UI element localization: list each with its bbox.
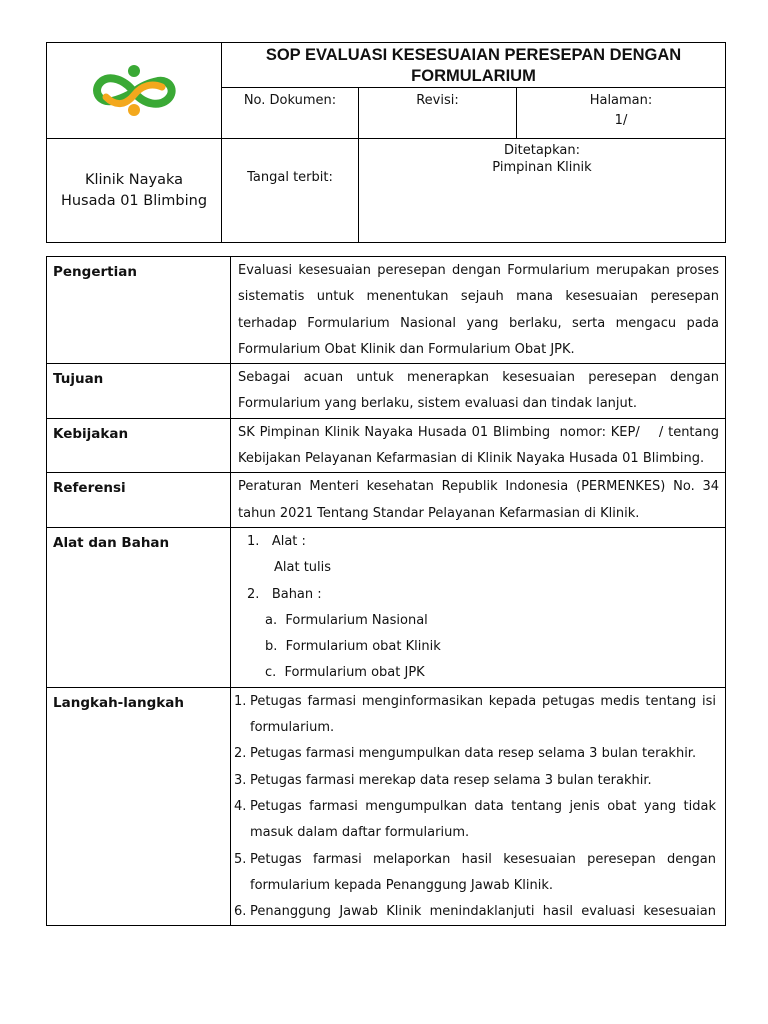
sub-list-letter: c.	[265, 665, 277, 681]
list-number: 1.	[247, 533, 260, 549]
pengertian-label: Pengertian	[47, 257, 231, 364]
sub-list-text: Formularium obat Klinik	[285, 639, 441, 655]
pengertian-text: Evaluasi kesesuaian peresepan dengan Formularium merupakan proses sistematis untuk menentukan sejauh mana kesesuaian peresepan terhadap Formularium Nasional yang berlaku, serta mengacu pada Formularium Obat Klinik dan Formularium Obat JPK.	[231, 257, 726, 364]
halaman-value: 1/	[614, 113, 628, 128]
ditetapkan-label: Ditetapkan:	[504, 143, 580, 158]
langkah-list	[231, 687, 726, 926]
revisi-cell	[359, 88, 517, 139]
step-text: Penanggung Jawab Klinik menindaklanjuti hasil evaluasi kesesuaian	[250, 904, 716, 920]
alat-value: Alat tulis	[274, 560, 332, 576]
step-text: Petugas farmasi mengumpulkan data resep selama 3 bulan terakhir.	[250, 746, 697, 762]
tujuan-label: Tujuan	[47, 364, 231, 419]
list-label: Alat :	[271, 533, 306, 549]
step-item	[234, 689, 716, 742]
step-number: 5.	[234, 851, 247, 867]
sub-list-item	[238, 660, 719, 686]
halaman-label: Halaman:	[589, 93, 653, 108]
tanggal-terbit-label: Tangal terbit:	[247, 170, 333, 185]
list-item	[238, 529, 719, 555]
step-number: 2.	[234, 746, 247, 762]
step-item	[234, 847, 716, 900]
langkah-label: Langkah-langkah	[47, 687, 231, 926]
row-kebijakan	[47, 418, 726, 473]
step-text: Petugas farmasi melaporkan hasil kesesuaian peresepan dengan formularium kepada Penanggung Jawab Klinik.	[250, 851, 716, 893]
step-number: 6.	[234, 904, 247, 920]
step-item	[234, 741, 716, 767]
ditetapkan-cell	[359, 139, 726, 243]
step-item	[234, 768, 716, 794]
revisi-label: Revisi:	[416, 93, 459, 108]
title-line-1: SOP EVALUASI KESESUAIAN PERESEPAN DENGAN	[265, 46, 682, 64]
infinity-logo-icon	[84, 59, 184, 119]
step-item	[234, 899, 716, 925]
step-text: Petugas farmasi menginformasikan kepada petugas medis tentang isi formularium.	[250, 693, 716, 736]
row-tujuan	[47, 364, 726, 419]
kebijakan-label: Kebijakan	[47, 418, 231, 473]
step-number: 3.	[234, 772, 247, 788]
row-referensi	[47, 473, 726, 528]
sop-header-table	[46, 42, 726, 243]
document-title	[222, 43, 726, 88]
sub-list-item	[238, 608, 719, 634]
step-text: Petugas farmasi mengumpulkan data tentang jenis obat yang tidak masuk dalam daftar formularium.	[250, 798, 716, 841]
row-langkah	[47, 687, 726, 926]
row-alat-bahan	[47, 527, 726, 687]
kebijakan-text: SK Pimpinan Klinik Nayaka Husada 01 Blimbing nomor: KEP/ / tentang Kebijakan Pelayanan Kefarmasian di Klinik Nayaka Husada 01 Blimbing.	[231, 418, 726, 473]
step-text: Petugas farmasi merekap data resep selama 3 bulan terakhir.	[250, 772, 652, 788]
sub-list-text: Formularium Nasional	[285, 612, 428, 628]
list-number: 2.	[247, 586, 260, 602]
title-line-2: FORMULARIUM	[411, 67, 536, 85]
alat-bahan-list	[231, 527, 726, 687]
sub-list-text: Formularium obat JPK	[284, 665, 425, 681]
sop-body-table	[46, 256, 726, 926]
referensi-text: Peraturan Menteri kesehatan Republik Indonesia (PERMENKES) No. 34 tahun 2021 Tentang Standar Pelayanan Kefarmasian di Klinik.	[231, 473, 726, 528]
tanggal-terbit-cell	[222, 139, 359, 243]
step-number: 1.	[234, 693, 247, 709]
no-dokumen-cell	[222, 88, 359, 139]
referensi-label: Referensi	[47, 473, 231, 528]
logo-cell	[47, 43, 222, 139]
list-item	[238, 582, 719, 608]
alat-bahan-label: Alat dan Bahan	[47, 527, 231, 687]
clinic-name-cell	[47, 139, 222, 243]
sub-list-item	[238, 634, 719, 660]
list-label: Bahan :	[271, 586, 322, 602]
no-dokumen-label: No. Dokumen:	[243, 93, 337, 108]
row-pengertian	[47, 257, 726, 364]
ditetapkan-by: Pimpinan Klinik	[492, 160, 592, 175]
step-item	[234, 794, 716, 847]
halaman-cell	[517, 88, 726, 139]
clinic-name-line-1: Klinik Nayaka	[84, 171, 184, 188]
sub-list-letter: a.	[265, 612, 278, 628]
sub-list-letter: b.	[265, 639, 278, 655]
step-number: 4.	[234, 798, 247, 814]
clinic-name-line-2: Husada 01 Blimbing	[60, 192, 208, 209]
tujuan-text: Sebagai acuan untuk menerapkan kesesuaian peresepan dengan Formularium yang berlaku, sistem evaluasi dan tindak lanjut.	[231, 364, 726, 419]
